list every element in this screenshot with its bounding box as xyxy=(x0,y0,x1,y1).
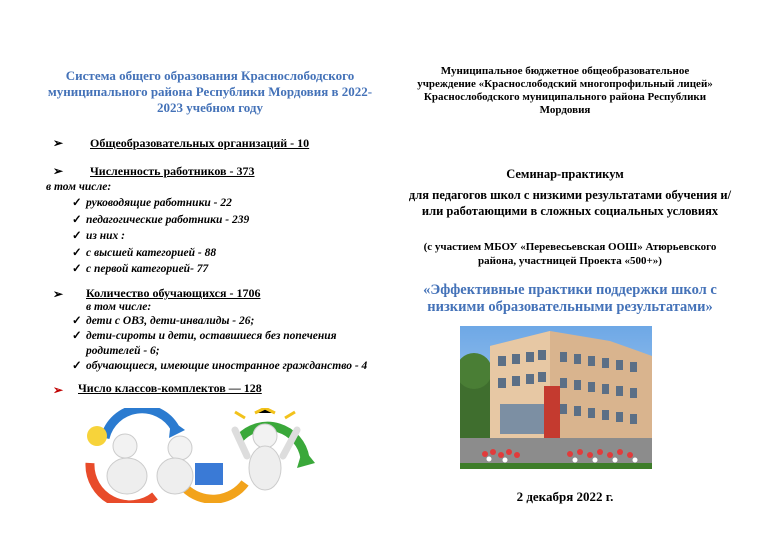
staff-count: Численность работников - 373 xyxy=(90,164,255,178)
check-icon: ✓ xyxy=(72,230,82,242)
staff-breakdown-list xyxy=(72,195,249,278)
left-title: Система общего образования Краснослободского муниципального района Республики Мордовия в 2022-2023 учебном году xyxy=(47,68,373,115)
arrow-bullet-icon: ➢ xyxy=(53,164,64,178)
seminar-topic: «Эффективные практики поддержки школ с низкими образовательными результатами» xyxy=(423,282,717,315)
check-icon: ✓ xyxy=(72,213,82,226)
staff-check-item: ✓ с высшей категорией - 88 xyxy=(72,245,249,262)
arrow-bullet-icon: ➢ xyxy=(53,383,64,397)
students-check-item: ✓ дети-сироты и дети, оставшиеся без попечения xyxy=(72,330,337,342)
check-icon: ✓ xyxy=(72,330,82,342)
people-illustration xyxy=(75,408,325,503)
staff-subheading: в том числе: xyxy=(46,181,112,193)
students-count: Количество обучающихся - 1706 xyxy=(86,286,261,300)
arrow-bullet-icon: ➢ xyxy=(53,136,64,150)
students-check-item-cont: родителей - 6; xyxy=(86,345,160,357)
arrow-bullet-icon: ➢ xyxy=(53,287,64,301)
check-icon: ✓ xyxy=(72,360,82,372)
staff-check-item: ✓ руководящие работники - 22 xyxy=(72,195,249,212)
staff-check-item: ✓ из них : xyxy=(72,228,249,245)
seminar-heading: Семинар-практикум xyxy=(506,167,624,181)
check-icon: ✓ xyxy=(72,263,82,275)
check-icon: ✓ xyxy=(72,246,82,259)
check-icon: ✓ xyxy=(72,197,82,209)
seminar-audience: для педагогов школ с низкими результатами обучения и/или работающими в сложных социальных условиях xyxy=(408,188,732,218)
seminar-participants: (с участием МБОУ «Перевесьевская ООШ» Атюрьевского района, участницей Проекта «500+») xyxy=(423,241,717,267)
students-subheading: в том числе: xyxy=(86,301,152,313)
seminar-date: 2 декабря 2022 г. xyxy=(516,489,614,504)
staff-check-item: ✓ педагогические работники - 239 xyxy=(72,212,249,229)
organization-name: Муниципальное бюджетное общеобразовательное учреждение «Краснослободский многопрофильный лицей» Краснослободского муниципального района Республики Мордовия xyxy=(417,65,713,116)
students-check-item: ✓ обучающиеся, имеющие иностранное гражданство - 4 xyxy=(72,360,368,372)
check-icon: ✓ xyxy=(72,315,82,327)
schools-count: Общеобразовательных организаций - 10 xyxy=(90,136,310,150)
classes-count: Число классов-комплектов — 128 xyxy=(78,381,262,395)
students-check-item: ✓ дети с ОВЗ, дети-инвалиды - 26; xyxy=(72,315,255,327)
staff-check-item: ✓ с первой категорией- 77 xyxy=(72,261,249,278)
school-photo xyxy=(460,326,652,469)
